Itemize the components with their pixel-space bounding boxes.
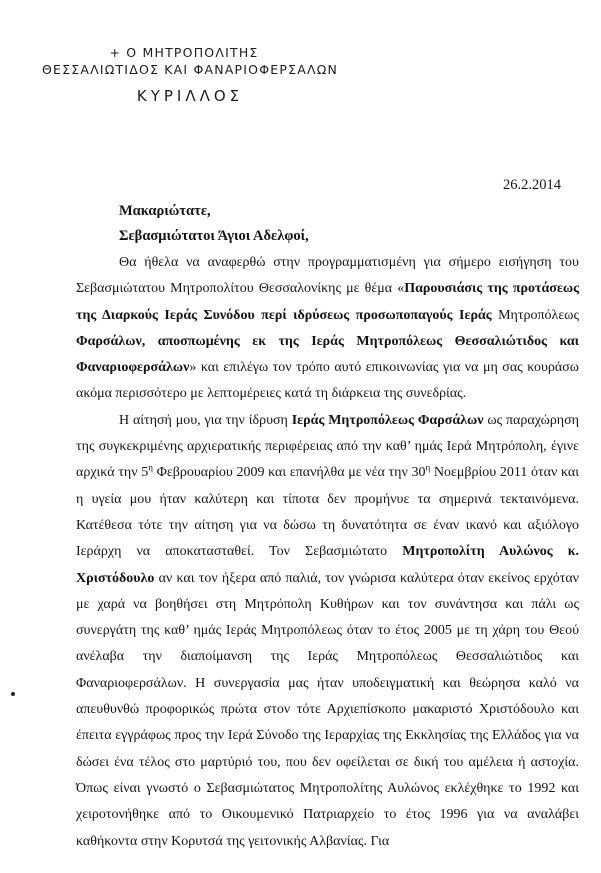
paragraph-2 <box>76 408 579 855</box>
paragraph-1 <box>76 250 579 408</box>
letterhead-name: ΚΥΡΙΛΛΟΣ <box>136 87 244 105</box>
p2-text-4: Νοεμβρίου 2011 όταν και η υγεία μου ήταν καλύτερη και τίποτα δεν προμήνυε τα σημερινά τεκταινόμενα. Κατέθεσα τότε την αίτηση για να δώσω τη δυνατότητα σε έναν ικανό και αξιόλογο Ιεράρχη να αποκατασταθεί. Τον Σεβασμιώτατο <box>76 465 579 560</box>
p2-sup-1: η <box>148 462 153 473</box>
letterhead <box>40 44 340 105</box>
p2-text-1: Η αίτησή μου, για την ίδρυση <box>119 412 292 428</box>
letter-date: 26.2.2014 <box>503 177 561 193</box>
p2-text-2: ως παραχώρηση της συγκεκριμένης αρχιερατικής περιφέρειας από την καθ’ ημάς Ιερά Μητρόπολη, έγινε αρχικά την 5 <box>76 412 579 481</box>
p1-text-1: Θα ήθελα να αναφερθώ στην προγραμματισμένη για σήμερο εισήγηση του Σεβασμιώτατου Μητροπολίτου Θεσσαλονίκης με θέμα « <box>76 255 579 297</box>
p2-bold-1: Ιεράς Μητροπόλεως Φαρσάλων <box>291 412 484 428</box>
p2-bold-2: Μητροπολίτη Αυλώνος κ. Χριστόδουλο <box>76 544 579 586</box>
letterhead-title: + Ο ΜΗΤΡΟΠΟΛΙΤΗΣ <box>109 45 259 60</box>
salutation-line-2: Σεβασμιώτατοι Άγιοι Αδελφοί, <box>119 228 309 244</box>
p2-text-5: αν και τον ήξερα από παλιά, τον γνώρισα καλύτερα όταν εκείνος ερχόταν με χαρά να βοηθήσει στη Μητρόπολη Κυθήρων και τον συνάντησα και πάλι ως συνεργάτη της καθ’ ημάς Ιεράς Μητροπόλεως όταν το έτος 2005 με τη χάρη του Θεού ανέλαβα την διαποίμανση της Ιεράς Μητροπόλεως Θεσσαλιώτιδος και Φαναριοφερσάλων. Η συνεργασία μας ήταν υποδειγματική και θεώρησα καλό να απευθυνθώ προφορικώς πρώτα στον τότε Αρχιεπίσκοπο μακαριστό Χριστόδουλο και έπειτα εγγράφως προς την Ιερά Σύνοδο της Ιεραρχίας της Εκκλησίας της Ελλάδος για να δώσει ένα τέλος στο μαρτύριό του, που δεν οφείλεται σε δική του αμέλεια ή αστοχία. Όπως είναι γνωστό ο Σεβασμιώτατος Μητροπολίτης Αυλώνος εκλέχθηκε το 1992 και χειροτονήθηκε από το Οικουμενικό Πατριαρχείο το έτος 1996 για να αναλάβει καθήκοντα στην Κορυτσά της γειτονικής Αλβανίας. Για <box>76 570 579 849</box>
scan-dot-mark <box>11 692 15 696</box>
p2-text-3: Φεβρουαρίου 2009 και επανήλθα με νέα την 30 <box>152 465 426 481</box>
p1-text-3: » και επιλέγω τον τρόπο αυτό επικοινωνίας για να μη σας κουράσω ακόμα περισσότερο με λεπτομέρειες κατά τη διάρκεια της συνεδρίας. <box>76 360 579 402</box>
p1-bold-1: Παρουσιάσις της προτάσεως της Διαρκούς Ιεράς Συνόδου περί ιδρύσεως προσωποπαγούς Ιεράς <box>76 281 579 323</box>
p2-sup-2: η <box>425 462 431 473</box>
p1-text-2: Μητροπόλεως <box>491 307 579 323</box>
letterhead-diocese: ΘΕΣΣΑΛΙΩΤΙΔΟΣ ΚΑΙ ΦΑΝΑΡΙΟΦΕΡΣΑΛΩΝ <box>42 62 338 77</box>
salutation-line-1: Μακαριώτατε, <box>119 203 211 219</box>
letter-body <box>76 250 579 855</box>
p1-bold-2: Φαρσάλων, αποσπωμένης εκ της Ιεράς Μητροπόλεως Θεσσαλιώτιδος και Φαναριοφερσάλων <box>76 333 579 376</box>
